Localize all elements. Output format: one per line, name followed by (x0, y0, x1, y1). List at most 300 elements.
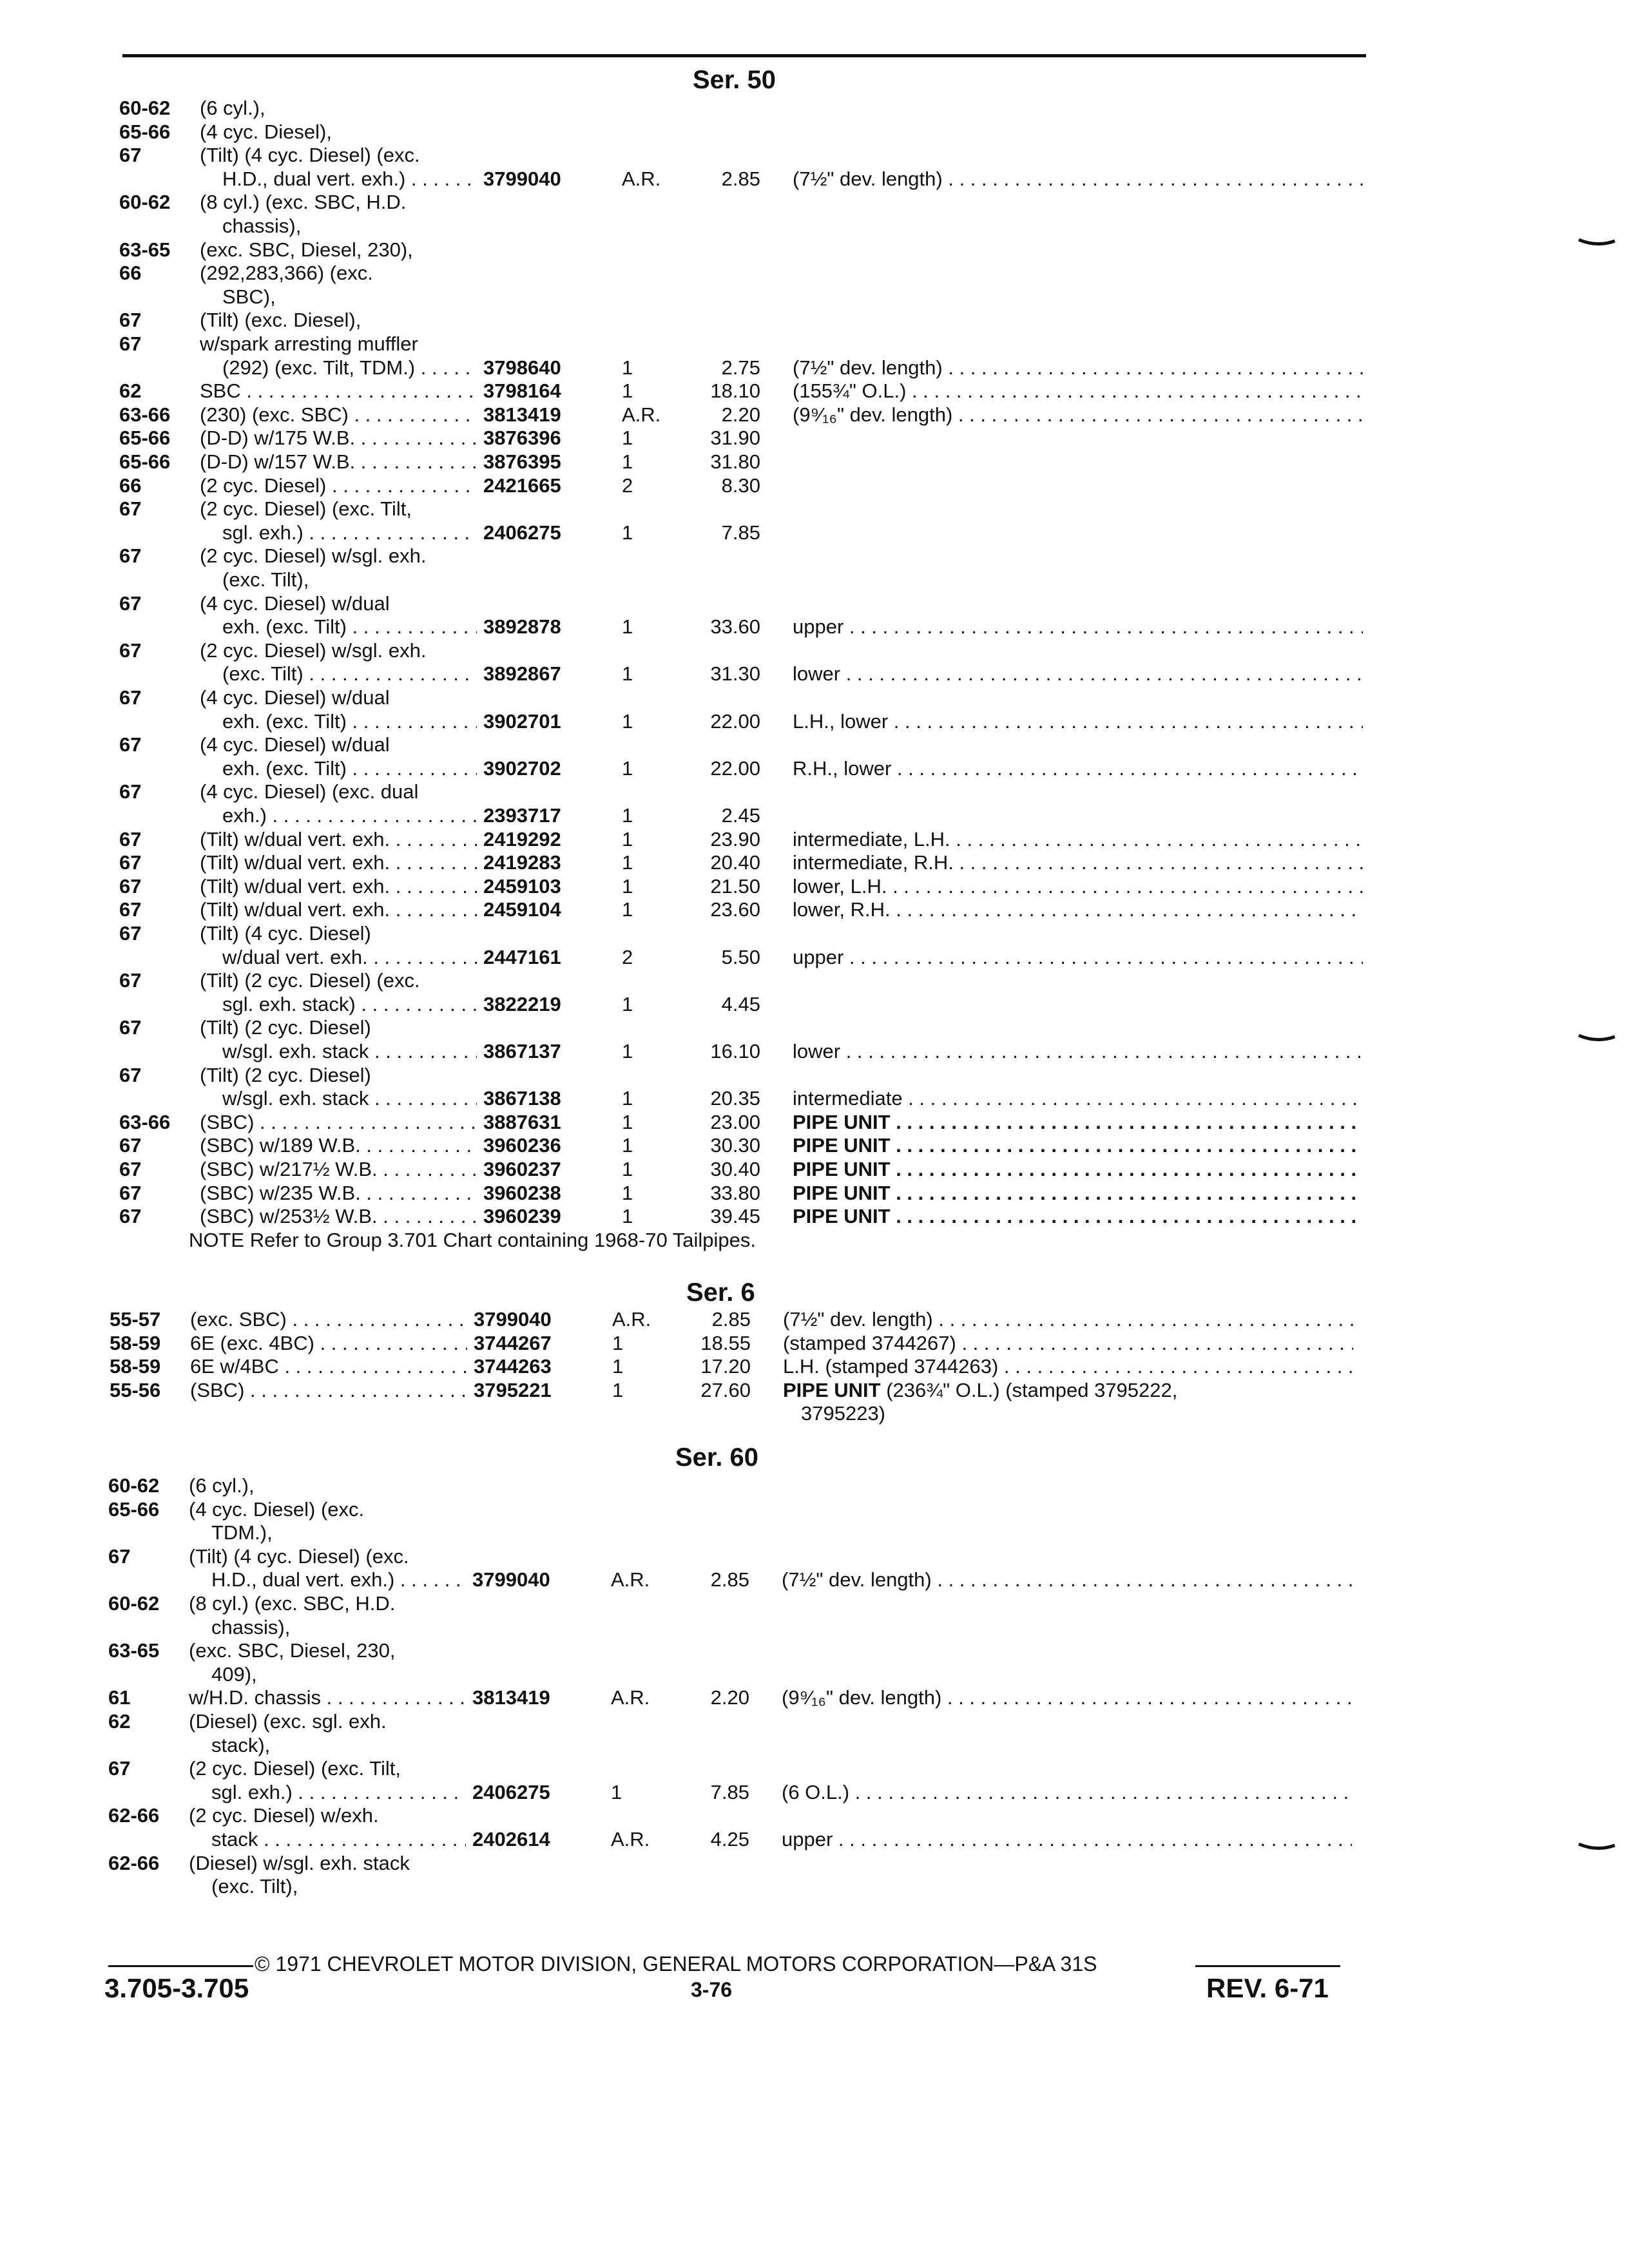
remarks: PIPE UNIT . . . (793, 1182, 1363, 1205)
quantity: 1 (622, 992, 633, 1015)
list-price: 39.45 (710, 1205, 760, 1228)
list-price: 18.55 (700, 1331, 751, 1354)
parts-row (119, 946, 1376, 969)
quantity: 1 (622, 874, 633, 898)
quantity: 1 (622, 827, 633, 850)
part-number: 2419292 (483, 827, 561, 850)
quantity: 1 (622, 1040, 633, 1062)
model-years: 67 (119, 1134, 142, 1157)
list-price: 31.80 (710, 450, 760, 473)
application-description: H.D., dual vert. exh.) . . . (211, 1568, 466, 1591)
parts-row (119, 403, 1376, 427)
part-number: 3960237 (483, 1158, 561, 1180)
quantity: 1 (611, 1780, 622, 1803)
model-years: 67 (108, 1544, 131, 1568)
remarks: upper . . . (782, 1828, 1352, 1851)
parts-row (119, 450, 1376, 474)
model-years: 67 (119, 497, 142, 521)
parts-row (108, 1521, 1365, 1544)
parts-row (119, 97, 1376, 120)
application-description: exh. (exc. Tilt) . . . (222, 615, 477, 639)
model-years: 62-66 (108, 1804, 160, 1827)
part-number: 3798640 (483, 356, 561, 379)
list-price: 2.85 (721, 167, 760, 190)
remarks: PIPE UNIT . . . (793, 1134, 1363, 1157)
list-price: 2.75 (721, 356, 760, 379)
quantity: 1 (622, 1205, 633, 1228)
parts-row (119, 309, 1376, 332)
part-number: 3867138 (483, 1087, 561, 1110)
application-description: (Tilt) (4 cyc. Diesel) (200, 922, 371, 945)
part-number: 2459104 (483, 898, 561, 921)
parts-row (110, 1402, 1366, 1425)
remarks: (9⁹⁄₁₆" dev. length) . . . (793, 403, 1363, 427)
parts-row (119, 238, 1376, 262)
list-price: 2.20 (721, 403, 760, 426)
quantity: 1 (622, 1181, 633, 1204)
application-description: 409), (211, 1662, 257, 1686)
part-number: 3876395 (483, 450, 561, 473)
parts-row (119, 120, 1376, 144)
model-years: 60-62 (119, 191, 171, 214)
quantity: 1 (622, 804, 633, 827)
model-years: 67 (119, 144, 142, 167)
top-rule (122, 54, 1366, 57)
model-years: 67 (119, 733, 142, 756)
parts-row (119, 969, 1376, 992)
remarks: 3795223) (801, 1402, 886, 1425)
list-price: 33.60 (710, 615, 760, 639)
part-number: 3960236 (483, 1134, 561, 1157)
part-number: 2421665 (483, 474, 561, 497)
part-number: 2447161 (483, 945, 561, 968)
application-description: stack . . . (211, 1828, 466, 1851)
quantity: 1 (612, 1378, 624, 1401)
parts-row (119, 427, 1376, 450)
footer-rule-right (1195, 1965, 1340, 1967)
parts-row (119, 875, 1376, 898)
application-description: (Tilt) (2 cyc. Diesel) (200, 1016, 371, 1039)
model-years: 63-66 (119, 403, 171, 426)
parts-row (119, 851, 1376, 874)
list-price: 2.85 (710, 1568, 749, 1591)
application-description: (4 cyc. Diesel) w/dual (200, 686, 390, 709)
application-description: (Tilt) (exc. Diesel), (200, 309, 361, 332)
remarks: upper . . . (793, 615, 1363, 639)
application-description: (exc. Tilt), (211, 1875, 298, 1898)
application-description: (4 cyc. Diesel) (exc. (189, 1497, 365, 1521)
parts-row (108, 1852, 1365, 1875)
part-number: 2459103 (483, 874, 561, 898)
model-years: 60-62 (108, 1474, 160, 1497)
application-description: (4 cyc. Diesel), (200, 120, 332, 143)
application-description: (2 cyc. Diesel) (exc. Tilt, (200, 497, 412, 521)
application-description: (Tilt) w/dual vert. exh. . . . (200, 875, 477, 898)
part-number: 3799040 (483, 167, 561, 190)
application-description: sgl. exh.) . . . (211, 1781, 466, 1804)
list-price: 30.40 (710, 1158, 760, 1180)
list-price: 4.45 (721, 992, 760, 1015)
remarks: (155¾" O.L.) . . . (793, 380, 1363, 403)
remarks: (9⁹⁄₁₆" dev. length) . . . (782, 1686, 1352, 1709)
parts-row (119, 1087, 1376, 1110)
quantity: 1 (622, 662, 633, 686)
parts-row (119, 521, 1376, 544)
remarks: intermediate, L.H. . . . (793, 828, 1363, 851)
remarks: R.H., lower . . . (793, 757, 1363, 780)
part-number: 2406275 (472, 1780, 550, 1803)
remarks: (7½" dev. length) . . . (783, 1308, 1353, 1331)
group-number: 3.705-3.705 (104, 1973, 249, 2003)
parts-row (119, 285, 1376, 309)
model-years: 63-66 (119, 1110, 171, 1133)
parts-row (119, 568, 1376, 591)
list-price: 2.20 (710, 1686, 749, 1709)
model-years: 62-66 (108, 1851, 160, 1874)
quantity: 1 (622, 709, 633, 733)
application-description: w/sgl. exh. stack . . . (222, 1087, 477, 1110)
parts-row (110, 1379, 1366, 1402)
model-years: 60-62 (108, 1592, 160, 1615)
part-number: 2393717 (483, 804, 561, 827)
model-years: 67 (119, 780, 142, 803)
model-years: 67 (119, 922, 142, 945)
part-number: 3902702 (483, 756, 561, 780)
remarks: lower, L.H. . . . (793, 875, 1363, 898)
application-description: exh. (exc. Tilt) . . . (222, 710, 477, 733)
remarks: lower . . . (793, 662, 1363, 686)
parts-row (108, 1663, 1365, 1686)
parts-row (110, 1355, 1366, 1378)
parts-row (119, 1016, 1376, 1039)
application-description: (2 cyc. Diesel) . . . (200, 474, 477, 497)
model-years: 67 (119, 874, 142, 898)
application-description: (exc. Tilt) . . . (222, 662, 477, 686)
model-years: 60-62 (119, 97, 171, 119)
list-price: 23.60 (710, 898, 760, 921)
parts-row (119, 262, 1376, 285)
application-description: SBC . . . (200, 380, 477, 403)
parts-row (108, 1734, 1365, 1757)
application-description: chassis), (211, 1615, 291, 1639)
part-number: 2419283 (483, 851, 561, 874)
application-description: (8 cyl.) (exc. SBC, H.D. (189, 1592, 396, 1615)
parts-row (119, 662, 1376, 686)
remarks: L.H., lower . . . (793, 710, 1363, 733)
section-heading: Ser. 6 (686, 1278, 755, 1307)
model-years: 65-66 (119, 450, 171, 473)
model-years: 67 (119, 309, 142, 332)
list-price: 2.85 (711, 1308, 751, 1331)
application-description: (SBC) w/235 W.B. . . . (200, 1182, 477, 1205)
remarks: upper . . . (793, 946, 1363, 969)
application-description: (D-D) w/157 W.B. . . . (200, 450, 477, 474)
application-description: (2 cyc. Diesel) w/sgl. exh. (200, 639, 427, 662)
application-description: w/dual vert. exh. . . . (222, 946, 477, 969)
quantity: 2 (622, 474, 633, 497)
model-years: 67 (108, 1757, 131, 1780)
part-number: 3795221 (474, 1378, 552, 1401)
application-description: (230) (exc. SBC) . . . (200, 403, 477, 427)
list-price: 17.20 (700, 1355, 751, 1378)
model-years: 65-66 (119, 120, 171, 143)
parts-row (119, 710, 1376, 733)
remarks: PIPE UNIT . . . (793, 1111, 1363, 1134)
remarks: intermediate, R.H. . . . (793, 851, 1363, 874)
application-description: (SBC) . . . (190, 1379, 467, 1402)
part-number: 2402614 (472, 1828, 550, 1850)
application-description: (Tilt) (4 cyc. Diesel) (exc. (189, 1544, 409, 1568)
parts-row (108, 1710, 1365, 1733)
quantity: 1 (622, 898, 633, 921)
parts-row (108, 1875, 1365, 1898)
list-price: 22.00 (710, 709, 760, 733)
quantity: 1 (622, 521, 633, 544)
part-number: 3960238 (483, 1181, 561, 1204)
list-price: 7.85 (721, 521, 760, 544)
remarks: PIPE UNIT . . . (793, 1158, 1363, 1181)
parts-row (119, 1064, 1376, 1087)
application-description: (Tilt) (4 cyc. Diesel) (exc. (200, 144, 420, 167)
model-years: 65-66 (119, 427, 171, 450)
model-years: 67 (119, 591, 142, 615)
application-description: (Diesel) (exc. sgl. exh. (189, 1710, 387, 1733)
list-price: 21.50 (710, 874, 760, 898)
part-number: 3799040 (472, 1568, 550, 1591)
part-number: 2406275 (483, 521, 561, 544)
parts-row (119, 1158, 1376, 1181)
parts-row (119, 1111, 1376, 1134)
list-price: 31.90 (710, 427, 760, 450)
quantity: 1 (622, 1134, 633, 1157)
application-description: (6 cyl.), (200, 97, 265, 119)
parts-row (119, 191, 1376, 214)
parts-row (108, 1592, 1365, 1615)
parts-row (110, 1332, 1366, 1355)
application-description: (8 cyl.) (exc. SBC, H.D. (200, 191, 407, 214)
quantity: A.R. (611, 1686, 650, 1709)
remarks: (stamped 3744267) . . . (783, 1332, 1353, 1355)
application-description: (4 cyc. Diesel) w/dual (200, 591, 390, 615)
list-price: 4.25 (710, 1828, 749, 1850)
binding-mark-icon (1577, 1034, 1616, 1044)
binding-mark-icon (1577, 1843, 1616, 1853)
model-years: 55-56 (110, 1378, 161, 1401)
model-years: 67 (119, 686, 142, 709)
model-years: 61 (108, 1686, 131, 1709)
model-years: 63-65 (108, 1639, 160, 1662)
parts-row (108, 1828, 1365, 1851)
model-years: 62 (119, 380, 142, 403)
part-number: 3822219 (483, 992, 561, 1015)
list-price: 18.10 (710, 380, 760, 403)
parts-row (119, 733, 1376, 756)
parts-row (119, 474, 1376, 497)
parts-row (119, 592, 1376, 615)
list-price: 2.45 (721, 804, 760, 827)
model-years: 67 (119, 332, 142, 355)
application-description: (SBC) . . . (200, 1111, 477, 1134)
model-years: 65-66 (108, 1497, 160, 1521)
application-description: H.D., dual vert. exh.) . . . (222, 168, 477, 191)
application-description: (Tilt) w/dual vert. exh. . . . (200, 828, 477, 851)
parts-row (119, 757, 1376, 780)
parts-row (119, 168, 1376, 191)
application-description: (2 cyc. Diesel) w/sgl. exh. (200, 544, 427, 568)
parts-row (119, 1182, 1376, 1205)
parts-row (108, 1781, 1365, 1804)
remarks: lower . . . (793, 1040, 1363, 1063)
model-years: 55-57 (110, 1308, 161, 1331)
remarks: (6 O.L.) . . . (782, 1781, 1352, 1804)
application-description: exh.) . . . (222, 804, 477, 827)
model-years: 63-65 (119, 238, 171, 261)
model-years: 67 (119, 639, 142, 662)
application-description: (Diesel) w/sgl. exh. stack (189, 1851, 410, 1874)
quantity: 1 (612, 1331, 624, 1354)
quantity: A.R. (611, 1568, 650, 1591)
parts-row (119, 993, 1376, 1016)
quantity: 1 (622, 427, 633, 450)
model-years: 67 (119, 544, 142, 568)
remarks: (7½" dev. length) . . . (782, 1568, 1352, 1591)
quantity: 1 (622, 450, 633, 473)
parts-row (108, 1474, 1365, 1497)
parts-row (108, 1545, 1365, 1568)
application-description: (Tilt) (2 cyc. Diesel) (200, 1063, 371, 1086)
parts-row (119, 544, 1376, 568)
parts-row (119, 639, 1376, 662)
part-number: 3813419 (472, 1686, 550, 1709)
model-years: 66 (119, 474, 142, 497)
quantity: A.R. (612, 1308, 651, 1331)
quantity: 1 (622, 380, 633, 403)
section-heading: Ser. 60 (675, 1443, 759, 1472)
list-price: 31.30 (710, 662, 760, 686)
model-years: 67 (119, 851, 142, 874)
parts-row (108, 1639, 1365, 1662)
model-years: 66 (119, 262, 142, 285)
model-years: 67 (119, 969, 142, 992)
list-price: 5.50 (721, 945, 760, 968)
model-years: 58-59 (110, 1355, 161, 1378)
list-price: 27.60 (700, 1378, 751, 1401)
application-description: (Tilt) w/dual vert. exh. . . . (200, 898, 477, 921)
quantity: A.R. (622, 167, 661, 190)
application-description: (4 cyc. Diesel) (exc. dual (200, 780, 419, 803)
parts-row (108, 1804, 1365, 1827)
quantity: A.R. (622, 403, 661, 426)
list-price: 22.00 (710, 756, 760, 780)
model-years: 67 (119, 827, 142, 850)
list-price: 30.30 (710, 1134, 760, 1157)
parts-row (119, 332, 1376, 356)
parts-row (119, 144, 1376, 167)
list-price: 7.85 (710, 1780, 749, 1803)
parts-row (119, 615, 1376, 639)
quantity: A.R. (611, 1828, 650, 1850)
application-description: TDM.), (211, 1521, 273, 1544)
model-years: 67 (119, 898, 142, 921)
application-description: (Tilt) (2 cyc. Diesel) (exc. (200, 969, 420, 992)
application-description: 6E (exc. 4BC) . . . (190, 1332, 467, 1355)
application-description: (SBC) w/253½ W.B. . . . (200, 1205, 477, 1228)
model-years: 58-59 (110, 1331, 161, 1354)
application-description: chassis), (222, 215, 302, 237)
revision-date: REV. 6-71 (1206, 1973, 1329, 2003)
parts-row (119, 922, 1376, 945)
list-price: 20.40 (710, 851, 760, 874)
parts-row (119, 1134, 1376, 1157)
parts-row (108, 1568, 1365, 1591)
part-number: 3876396 (483, 427, 561, 450)
application-description: (exc. SBC, Diesel, 230, (189, 1639, 396, 1662)
remarks: (7½" dev. length) . . . (793, 168, 1363, 191)
application-description: (SBC) w/189 W.B. . . . (200, 1134, 477, 1157)
part-number: 3867137 (483, 1040, 561, 1062)
application-description: (2 cyc. Diesel) w/exh. (189, 1804, 379, 1827)
model-years: 67 (119, 1016, 142, 1039)
application-description: (exc. SBC) . . . (190, 1308, 467, 1331)
application-description: (exc. Tilt), (222, 568, 309, 591)
application-description: stack), (211, 1733, 271, 1756)
quantity: 1 (622, 756, 633, 780)
quantity: 1 (622, 851, 633, 874)
parts-row (110, 1308, 1366, 1331)
parts-row (119, 780, 1376, 803)
parts-row (119, 215, 1376, 238)
part-number: 3902701 (483, 709, 561, 733)
application-description: w/spark arresting muffler (200, 332, 418, 355)
part-number: 3887631 (483, 1110, 561, 1133)
application-description: sgl. exh. stack) . . . (222, 993, 477, 1016)
application-description: (D-D) w/175 W.B. . . . (200, 427, 477, 450)
application-description: (4 cyc. Diesel) w/dual (200, 733, 390, 756)
part-number: 3813419 (483, 403, 561, 426)
parts-row (119, 356, 1376, 380)
parts-row (119, 497, 1376, 521)
parts-row (108, 1616, 1365, 1639)
parts-row (108, 1498, 1365, 1521)
remarks: lower, R.H. . . . (793, 898, 1363, 921)
part-number: 3744263 (474, 1355, 552, 1378)
model-years: 67 (119, 1158, 142, 1180)
quantity: 1 (622, 615, 633, 639)
list-price: 23.00 (710, 1110, 760, 1133)
list-price: 23.90 (710, 827, 760, 850)
quantity: 1 (622, 1087, 633, 1110)
model-years: 62 (108, 1710, 131, 1733)
application-description: sgl. exh.) . . . (222, 521, 477, 544)
application-description: (292,283,366) (exc. (200, 262, 373, 285)
part-number: 3960239 (483, 1205, 561, 1228)
application-description: 6E w/4BC . . . (190, 1355, 467, 1378)
application-description: (2 cyc. Diesel) (exc. Tilt, (189, 1757, 401, 1780)
page-number: 3-76 (691, 1978, 733, 2001)
note: NOTE Refer to Group 3.701 Chart containing 1968-70 Tailpipes. (189, 1228, 756, 1251)
application-description: w/sgl. exh. stack . . . (222, 1040, 477, 1063)
application-description: (292) (exc. Tilt, TDM.) . . . (222, 356, 477, 380)
parts-row (108, 1686, 1365, 1709)
quantity: 1 (622, 356, 633, 379)
application-description: SBC), (222, 285, 276, 308)
parts-row (119, 1040, 1376, 1063)
application-description: w/H.D. chassis . . . (189, 1686, 466, 1709)
application-description: (Tilt) w/dual vert. exh. . . . (200, 851, 477, 874)
quantity: 1 (612, 1355, 624, 1378)
parts-row (119, 804, 1376, 827)
list-price: 20.35 (710, 1087, 760, 1110)
